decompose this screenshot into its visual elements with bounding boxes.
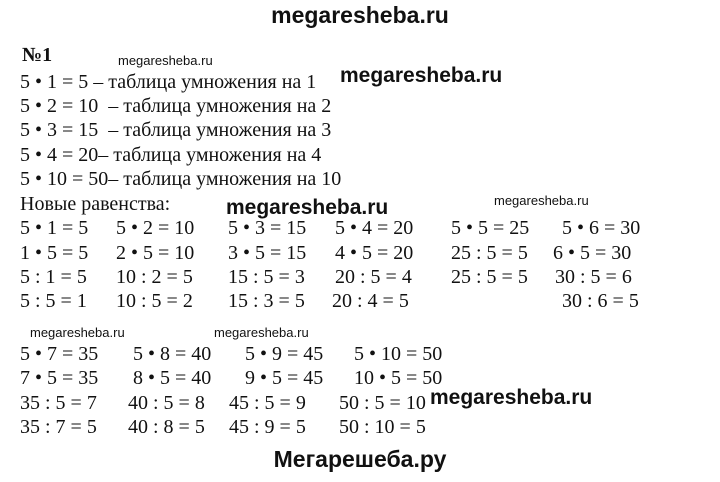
equation-cell: 5 • 8 = 40: [133, 343, 212, 365]
equation-cell: 5 : 5 = 1: [20, 290, 87, 312]
equation-cell: 5 • 4 = 20: [335, 217, 414, 239]
equation-cell: 35 : 5 = 7: [20, 392, 97, 414]
equation-cell: 5 : 1 = 5: [20, 266, 87, 288]
equation-cell: 7 • 5 = 35: [20, 367, 99, 389]
equation-cell: 6 • 5 = 30: [553, 242, 632, 264]
equation-cell: 15 : 3 = 5: [228, 290, 305, 312]
equation-cell: 35 : 7 = 5: [20, 416, 97, 438]
equation-cell: 40 : 8 = 5: [128, 416, 205, 438]
equation-cell: 45 : 5 = 9: [229, 392, 306, 414]
watermark-big: megaresheba.ru: [430, 386, 593, 409]
equation-cell: 40 : 5 = 8: [128, 392, 205, 414]
equation-cell: 5 • 3 = 15: [228, 217, 307, 239]
equation-cell: 20 : 4 = 5: [332, 290, 409, 312]
equation-cell: 20 : 5 = 4: [335, 266, 412, 288]
equation-cell: 5 • 7 = 35: [20, 343, 99, 365]
watermark-big: megaresheba.ru: [226, 196, 389, 219]
equation-cell: 5 • 1 = 5: [20, 217, 89, 239]
equation-cell: 25 : 5 = 5: [451, 266, 528, 288]
watermark-small: megaresheba.ru: [494, 193, 589, 208]
watermark-small: megaresheba.ru: [214, 325, 309, 340]
equation-cell: 5 • 10 = 50: [354, 343, 443, 365]
equation-cell: 15 : 5 = 3: [228, 266, 305, 288]
task-number: №1: [22, 44, 53, 66]
equation-cell: 30 : 5 = 6: [555, 266, 632, 288]
equation-cell: 10 : 2 = 5: [116, 266, 193, 288]
equation-cell: 5 • 5 = 25: [451, 217, 530, 239]
site-footer[interactable]: Мегарешеба.ру: [273, 446, 447, 472]
equation-cell: 5 • 6 = 30: [562, 217, 641, 239]
new-equalities-label: Новые равенства:: [20, 193, 171, 215]
equation-cell: 50 : 5 = 10: [339, 392, 426, 414]
equation-cell: 30 : 6 = 5: [562, 290, 639, 312]
equation-cell: 1 • 5 = 5: [20, 242, 89, 264]
equation-cell: 5 • 9 = 45: [245, 343, 324, 365]
equation-cell: 2 • 5 = 10: [116, 242, 195, 264]
equation-cell: 45 : 9 = 5: [229, 416, 306, 438]
table-line: 5 • 1 = 5 – таблица умножения на 1: [20, 71, 317, 93]
equation-cell: 3 • 5 = 15: [228, 242, 307, 264]
equation-cell: 8 • 5 = 40: [133, 367, 212, 389]
equation-cell: 9 • 5 = 45: [245, 367, 324, 389]
table-line: 5 • 4 = 20– таблица умножения на 4: [20, 144, 322, 166]
equation-cell: 4 • 5 = 20: [335, 242, 414, 264]
equation-cell: 10 : 5 = 2: [116, 290, 193, 312]
watermark-small: megaresheba.ru: [118, 53, 213, 68]
table-line: 5 • 3 = 15 – таблица умножения на 3: [20, 119, 332, 141]
table-line: 5 • 10 = 50– таблица умножения на 10: [20, 168, 342, 190]
watermark-big: megaresheba.ru: [340, 64, 503, 87]
equation-cell: 5 • 2 = 10: [116, 217, 195, 239]
equation-cell: 10 • 5 = 50: [354, 367, 443, 389]
equation-cell: 25 : 5 = 5: [451, 242, 528, 264]
site-header[interactable]: megaresheba.ru: [271, 2, 449, 28]
equation-cell: 50 : 10 = 5: [339, 416, 426, 438]
watermark-small: megaresheba.ru: [30, 325, 125, 340]
table-line: 5 • 2 = 10 – таблица умножения на 2: [20, 95, 332, 117]
